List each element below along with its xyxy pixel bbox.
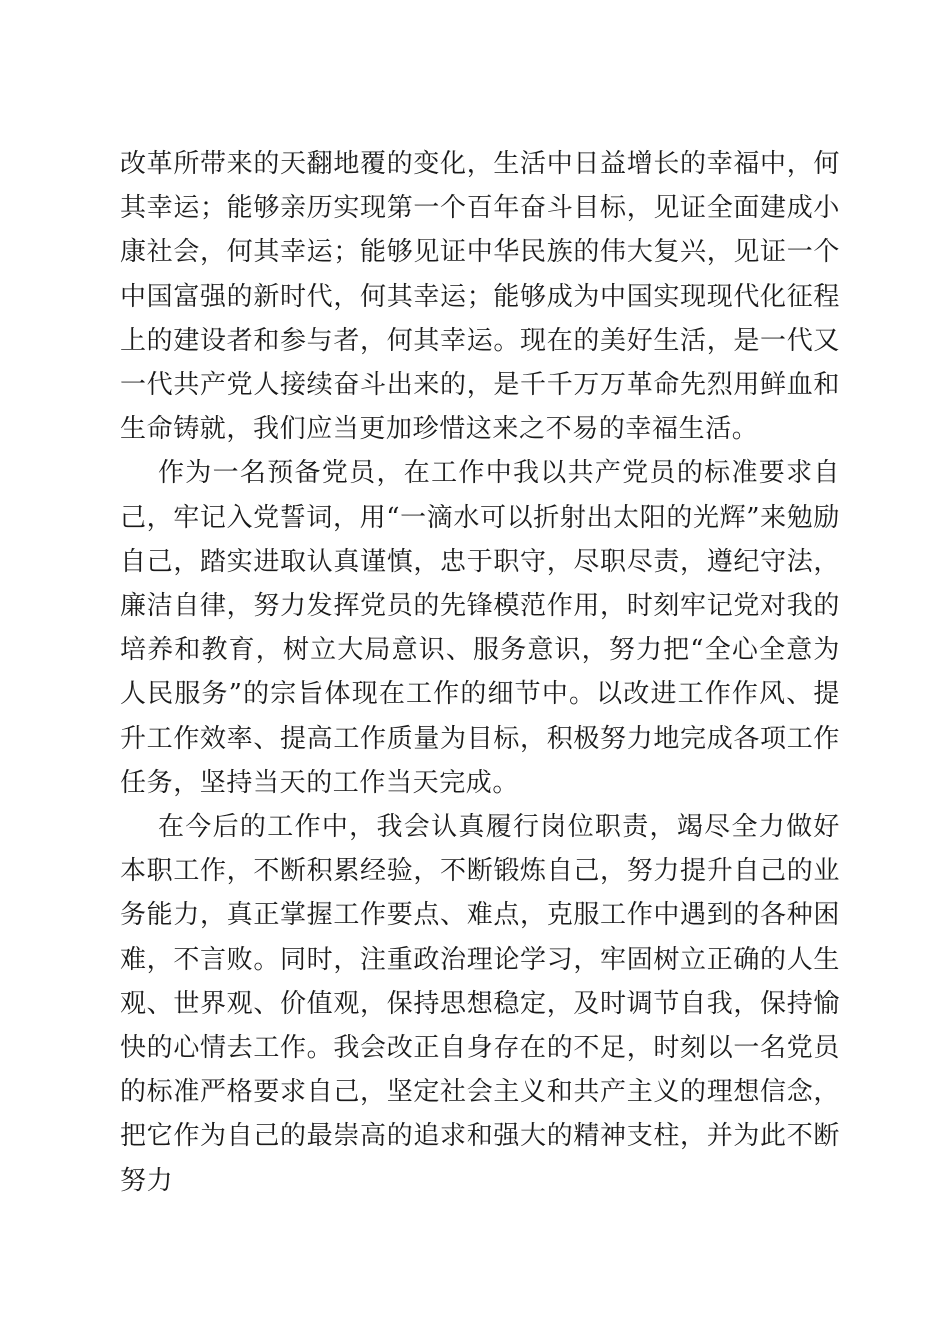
- paragraph-probationary-member: 作为一名预备党员，在工作中我以共产党员的标准要求自己，牢记入党誓词，用“一滴水可以折射出太阳的光辉”来勉励自己，踏实进取认真谨慎，忠于职守，尽职尽责，遵纪守法，廉洁自律，努力发挥党员的先锋模范作用，时刻牢记党对我的培养和教育，树立大局意识、服务意识，努力把“全心全意为人民服务”的宗旨体现在工作的细节中。以改进工作作风、提升工作效率、提高工作质量为目标，积极努力地完成各项工作任务，坚持当天的工作当天完成。: [120, 458, 840, 798]
- paragraph-continued: 改革所带来的天翻地覆的变化，生活中日益增长的幸福中，何其幸运；能够亲历实现第一个百年奋斗目标，见证全面建成小康社会，何其幸运；能够见证中华民族的伟大复兴，见证一个中国富强的新时代，何其幸运；能够成为中国实现现代化征程上的建设者和参与者，何其幸运。现在的美好生活，是一代又一代共产党人接续奋斗出来的，是千千万万革命先烈用鲜血和生命铸就，我们应当更加珍惜这来之不易的幸福生活。: [120, 149, 840, 445]
- paragraph-future-work: 在今后的工作中，我会认真履行岗位职责，竭尽全力做好本职工作，不断积累经验，不断锻炼自己，努力提升自己的业务能力，真正掌握工作要点、难点，克服工作中遇到的各种困难，不言败。同时，注重政治理论学习，牢固树立正确的人生观、世界观、价值观，保持思想稳定，及时调节自我，保持愉快的心情去工作。我会改正自身存在的不足，时刻以一名党员的标准严格要求自己，坚定社会主义和共产主义的理想信念，把它作为自己的最崇高的追求和强大的精神支柱，并为此不断努力: [120, 812, 840, 1196]
- document-body: [120, 142, 840, 1203]
